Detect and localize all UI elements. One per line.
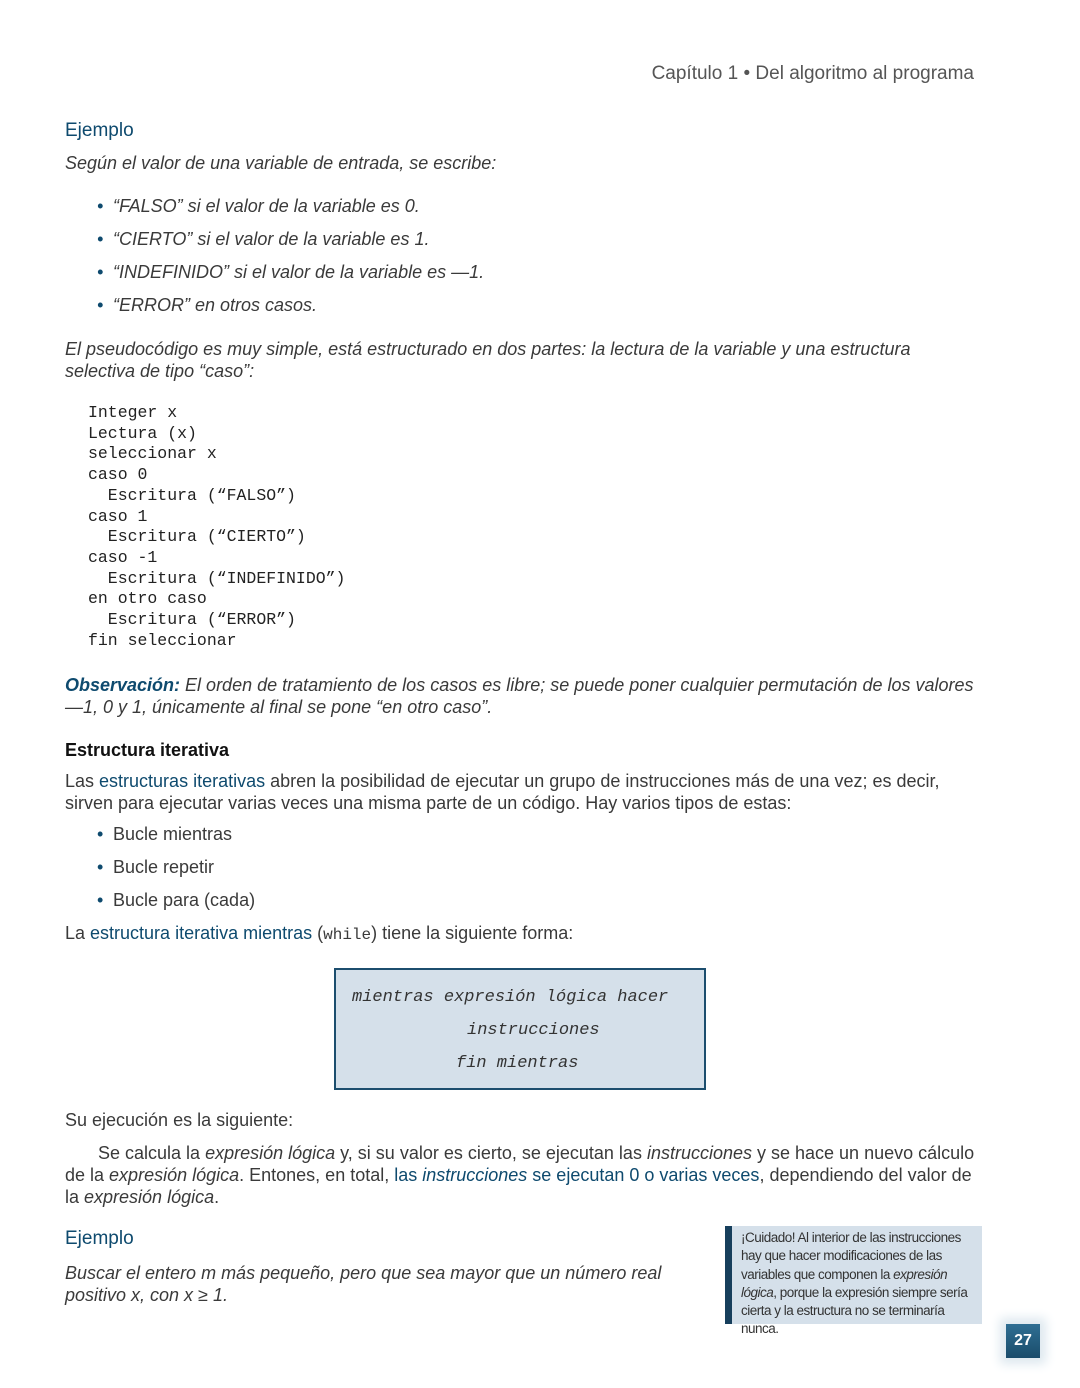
text: expresión lógica: [109, 1165, 240, 1185]
warning-note: [725, 1226, 982, 1337]
observation-label: Observación:: [65, 675, 181, 695]
code-line: en otro caso: [88, 589, 207, 609]
box-line: instrucciones: [467, 1021, 600, 1040]
list-item: • “CIERTO” si el valor de la variable es 1.: [65, 229, 484, 262]
pseudocode-block: [88, 403, 345, 651]
execution-paragraph: [65, 1142, 977, 1208]
loop-types-list: [65, 824, 255, 923]
highlight-term: estructuras iterativas: [99, 771, 266, 791]
code-line: caso -1: [88, 547, 158, 567]
text: . Entones, en total,: [239, 1165, 395, 1185]
text: ) tiene la siguiente forma:: [371, 923, 574, 943]
text: expresión lógica: [741, 1266, 948, 1300]
box-line: mientras expresión lógica hacer: [352, 988, 669, 1007]
code-line: seleccionar x: [88, 444, 217, 464]
text: expresión lógica: [84, 1187, 215, 1207]
code-line: Lectura (x): [88, 423, 197, 443]
text: La: [65, 923, 91, 943]
observation-text: El orden de tratamiento de los casos es libre; se puede poner cualquier permutación de los valores —1, 0 y 1, únicamente al final se pone “en otro caso”.: [65, 675, 974, 717]
inline-code: while: [323, 926, 372, 944]
example-text: Buscar el entero m más pequeño, pero que sea mayor que un número real positivo x, con x ≥ 1.: [65, 1263, 662, 1305]
list-item: • “FALSO” si el valor de la variable es 0.: [65, 196, 484, 229]
code-line: caso 1: [88, 506, 148, 526]
chapter-header: Capítulo 1 • Del algoritmo al programa: [651, 63, 974, 84]
list-item: • “INDEFINIDO” si el valor de la variable es —1.: [65, 262, 484, 295]
code-line: caso 0: [88, 465, 148, 485]
text: Se calcula la: [98, 1143, 206, 1163]
example-title: Ejemplo: [65, 1228, 134, 1249]
highlight-term: las: [394, 1165, 423, 1185]
list-item: • Bucle mientras: [65, 824, 255, 857]
text: ¡Cuidado! Al interior de las instrucciones hay que hacer modificaciones de las variables que componen la: [741, 1230, 961, 1282]
text: Las: [65, 771, 100, 791]
text: expresión lógica: [205, 1143, 336, 1163]
execution-title: Su ejecución es la siguiente:: [65, 1110, 294, 1130]
highlight-term: estructura iterativa mientras: [90, 923, 313, 943]
box-line: fin mientras: [456, 1054, 579, 1073]
section-title: Estructura iterativa: [65, 740, 230, 760]
while-syntax-box: [334, 968, 706, 1090]
code-line: fin seleccionar: [88, 630, 237, 650]
list-item: • Bucle para (cada): [65, 890, 255, 923]
list-item: • Bucle repetir: [65, 857, 255, 890]
list-item: • “ERROR” en otros casos.: [65, 295, 484, 328]
text: y, si su valor es cierto, se ejecutan las: [335, 1143, 647, 1163]
observation: [65, 674, 977, 718]
highlight-term: instrucciones: [422, 1165, 528, 1185]
code-line: Escritura (“ERROR”): [88, 610, 296, 630]
example-bullet-list: [65, 196, 484, 328]
highlight-term: se ejecutan 0 o varias veces: [527, 1165, 760, 1185]
code-line: Escritura (“CIERTO”): [88, 527, 306, 547]
text: (: [312, 923, 324, 943]
example-title: Ejemplo: [65, 120, 134, 141]
code-line: Escritura (“INDEFINIDO”): [88, 568, 346, 588]
text: y se hace un nuevo cálculo de la: [65, 1143, 975, 1185]
text: , porque la expresión siempre sería cierta y la estructura no se terminaría nunca.: [741, 1284, 968, 1337]
text: .: [214, 1187, 220, 1207]
page-number: 27: [1006, 1324, 1040, 1358]
code-line: Integer x: [88, 403, 178, 422]
text: instrucciones: [646, 1143, 752, 1163]
example-description: El pseudocódigo es muy simple, está estructurado en dos partes: la lectura de la variable y una estructura selectiva de tipo “caso”:: [65, 339, 911, 381]
iterative-paragraph: [65, 770, 977, 814]
code-line: Escritura (“FALSO”): [88, 485, 296, 505]
while-intro: [65, 922, 573, 946]
text: , dependiendo del valor de la: [65, 1165, 972, 1207]
text: abren la posibilidad de ejecutar un grupo de instrucciones más de una vez; es decir, sirven para ejecutar varias veces una misma parte de un código. Hay varios tipos de estas:: [65, 771, 940, 813]
example-intro: Según el valor de una variable de entrada, se escribe:: [65, 153, 497, 173]
